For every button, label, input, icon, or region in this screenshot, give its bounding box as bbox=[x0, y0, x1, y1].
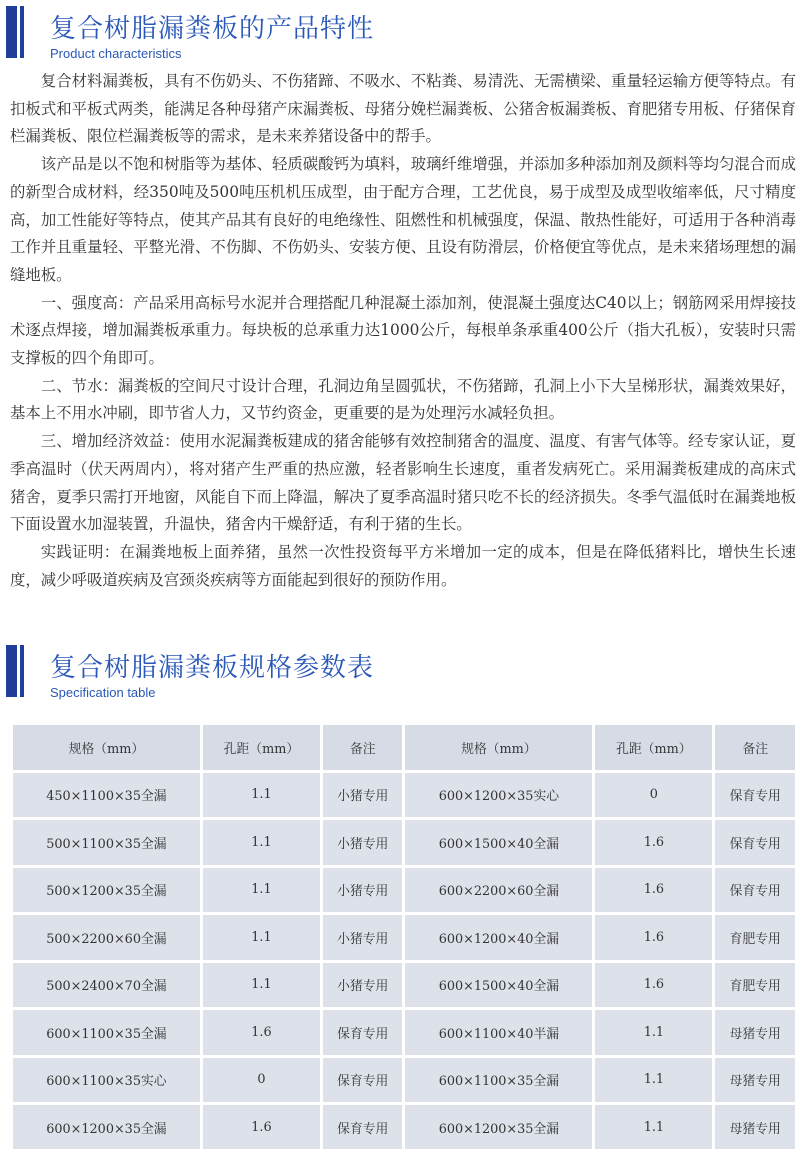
header-accent-bar-thin bbox=[20, 645, 24, 697]
table-cell: 保育专用 bbox=[323, 1010, 402, 1055]
table-cell: 600×1200×35全漏 bbox=[13, 1105, 200, 1149]
table-row bbox=[13, 963, 795, 1008]
paragraph: 该产品是以不饱和树脂等为基体、轻质碳酸钙为填料，玻璃纤维增强，并添加多种添加剂及颜料等均匀混合而成的新型合成材料，经350吨及500吨压机机压成型，由于配方合理，工艺优良，易于成型及成型收缩率低，尺寸精度高，加工性能好等特点，使其产品其有良好的电绝缘性、阻燃性和机械强度，保温、散热性能好，可适用于各种消毒工作并且重量轻、平整光滑、不伤脚、不伤奶头、安装方便、且设有防滑层，价格便宜等优点，是未来猪场理想的漏缝地板。 bbox=[10, 155, 796, 284]
paragraph: 三、增加经济效益：使用水泥漏粪板建成的猪舍能够有效控制猪舍的温度、温度、有害气体等。经专家认证，夏季高温时（伏天两周内），将对猪产生严重的热应激，轻者影响生长速度，重者发病死亡。采用漏粪板建成的高床式猪舍，夏季只需打开地窗，风能自下而上降温，解决了夏季高温时猪只吃不长的经济损失。冬季气温低时在漏粪地板下面设置水加湿装置，升温快，猪舍内干燥舒适，有利于猪的生长。 bbox=[10, 432, 796, 534]
table-cell: 600×1500×40全漏 bbox=[405, 963, 592, 1008]
table-cell: 母猪专用 bbox=[715, 1058, 795, 1103]
table-cell: 500×2400×70全漏 bbox=[13, 963, 200, 1008]
table-cell: 500×1200×35全漏 bbox=[13, 868, 200, 913]
table-cell: 小猪专用 bbox=[323, 820, 402, 865]
paragraph: 实践证明：在漏粪地板上面养猪，虽然一次性投资每平方米增加一定的成本，但是在降低猪料比，增快生长速度，减少呼吸道疾病及宫颈炎疾病等方面能起到很好的预防作用。 bbox=[10, 542, 796, 589]
table-cell: 1.1 bbox=[595, 1010, 712, 1055]
table-cell: 1.1 bbox=[203, 963, 320, 1008]
table-cell: 小猪专用 bbox=[323, 963, 402, 1008]
header-accent-bar bbox=[6, 645, 17, 697]
table-cell: 600×1200×35全漏 bbox=[405, 1105, 592, 1149]
section-title: 复合树脂漏粪板的产品特性 bbox=[50, 14, 375, 44]
header-accent-bar-thin bbox=[20, 6, 24, 58]
table-cell: 保育专用 bbox=[715, 773, 795, 818]
specification-table bbox=[10, 722, 798, 1149]
table-cell: 保育专用 bbox=[323, 1105, 402, 1149]
table-cell: 1.6 bbox=[595, 868, 712, 913]
table-row bbox=[13, 1058, 795, 1103]
table-cell: 1.6 bbox=[203, 1010, 320, 1055]
section-header-specification bbox=[0, 645, 800, 705]
table-cell: 600×1100×35全漏 bbox=[13, 1010, 200, 1055]
table-cell: 小猪专用 bbox=[323, 915, 402, 960]
header-cell: 孔距（mm） bbox=[595, 725, 712, 770]
table-cell: 1.1 bbox=[203, 915, 320, 960]
table-cell: 母猪专用 bbox=[715, 1010, 795, 1055]
product-description bbox=[10, 68, 796, 594]
table-cell: 600×1100×35实心 bbox=[13, 1058, 200, 1103]
table-cell: 0 bbox=[595, 773, 712, 818]
table-cell: 母猪专用 bbox=[715, 1105, 795, 1149]
table-header-row bbox=[13, 725, 795, 770]
table-row bbox=[13, 1105, 795, 1149]
table-cell: 1.6 bbox=[595, 820, 712, 865]
table-cell: 600×2200×60全漏 bbox=[405, 868, 592, 913]
table-cell: 育肥专用 bbox=[715, 963, 795, 1008]
table-cell: 450×1100×35全漏 bbox=[13, 773, 200, 818]
table-cell: 500×2200×60全漏 bbox=[13, 915, 200, 960]
table-cell: 600×1200×35实心 bbox=[405, 773, 592, 818]
table-row bbox=[13, 773, 795, 818]
table-cell: 小猪专用 bbox=[323, 773, 402, 818]
header-cell: 规格（mm） bbox=[405, 725, 592, 770]
table-cell: 1.1 bbox=[595, 1105, 712, 1149]
table-cell: 0 bbox=[203, 1058, 320, 1103]
header-cell: 规格（mm） bbox=[13, 725, 200, 770]
table-cell: 1.6 bbox=[595, 915, 712, 960]
paragraph: 一、强度高：产品采用高标号水泥并合理搭配几种混凝土添加剂，使混凝土强度达C40以上；钢筋网采用焊接技术逐点焊接，增加漏粪板承重力。每块板的总承重力达1000公斤，每根单条承重400公斤（指大孔板），安装时只需支撑板的四个角即可。 bbox=[10, 293, 796, 368]
table-cell: 保育专用 bbox=[323, 1058, 402, 1103]
section-subtitle: Specification table bbox=[50, 685, 156, 700]
table-cell: 1.1 bbox=[203, 773, 320, 818]
table-cell: 1.1 bbox=[595, 1058, 712, 1103]
table-cell: 600×1100×35全漏 bbox=[405, 1058, 592, 1103]
table-cell: 1.6 bbox=[203, 1105, 320, 1149]
paragraph: 复合材料漏粪板，具有不伤奶头、不伤猪蹄、不吸水、不粘粪、易清洗、无需横梁、重量轻运输方便等特点。有扣板式和平板式两类，能满足各种母猪产床漏粪板、母猪分娩栏漏粪板、公猪舍板漏粪板、育肥猪专用板、仔猪保育栏漏粪板、限位栏漏粪板等的需求，是未来养猪设备中的帮手。 bbox=[10, 72, 796, 146]
header-accent-bar bbox=[6, 6, 17, 58]
table-cell: 育肥专用 bbox=[715, 915, 795, 960]
table-cell: 1.1 bbox=[203, 868, 320, 913]
table-cell: 500×1100×35全漏 bbox=[13, 820, 200, 865]
table-row bbox=[13, 820, 795, 865]
header-cell: 备注 bbox=[715, 725, 795, 770]
paragraph: 二、节水：漏粪板的空间尺寸设计合理，孔洞边角呈圆弧状，不伤猪蹄，孔洞上小下大呈梯形状，漏粪效果好，基本上不用水冲刷，即节省人力，又节约资金，更重要的是为处理污水减轻负担。 bbox=[10, 376, 796, 423]
header-cell: 备注 bbox=[323, 725, 402, 770]
table-cell: 保育专用 bbox=[715, 868, 795, 913]
table-cell: 600×1500×40全漏 bbox=[405, 820, 592, 865]
section-header-characteristics bbox=[0, 6, 800, 66]
table-cell: 1.6 bbox=[595, 963, 712, 1008]
table-row bbox=[13, 1010, 795, 1055]
section-title: 复合树脂漏粪板规格参数表 bbox=[50, 653, 375, 683]
table-cell: 小猪专用 bbox=[323, 868, 402, 913]
table-cell: 600×1200×40全漏 bbox=[405, 915, 592, 960]
section-subtitle: Product characteristics bbox=[50, 46, 182, 61]
table-row bbox=[13, 868, 795, 913]
table-cell: 1.1 bbox=[203, 820, 320, 865]
header-cell: 孔距（mm） bbox=[203, 725, 320, 770]
table-cell: 保育专用 bbox=[715, 820, 795, 865]
table-cell: 600×1100×40半漏 bbox=[405, 1010, 592, 1055]
table-row bbox=[13, 915, 795, 960]
